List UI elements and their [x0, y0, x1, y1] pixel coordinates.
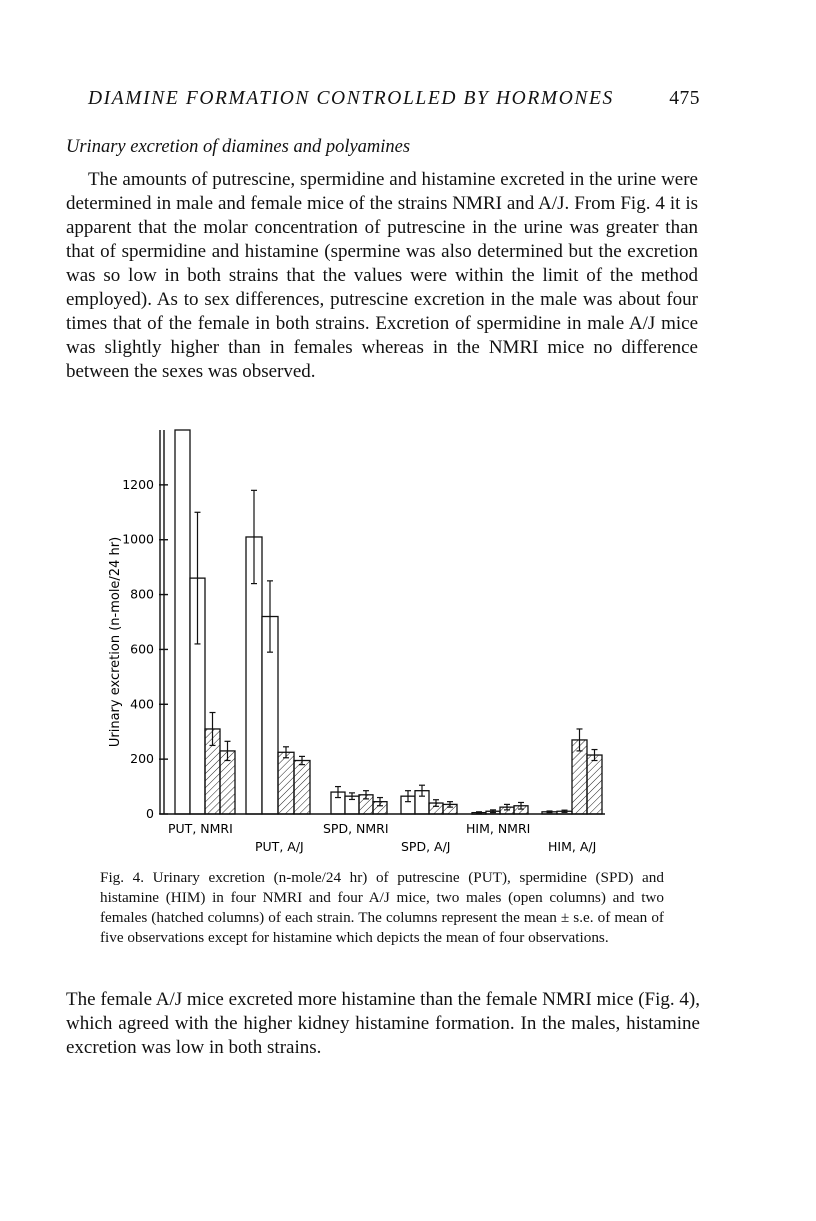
y-axis-label: Urinary excretion (n-mole/24 hr) — [108, 536, 123, 748]
y-tick-label: 200 — [130, 751, 154, 767]
figure-4-chart — [0, 420, 816, 860]
bar — [175, 430, 190, 814]
group-label: HIM, A/J — [548, 839, 597, 854]
bar — [294, 761, 310, 814]
paragraph-1: The amounts of putrescine, spermidine and histamine excreted in the urine were determined in male and female mice of the strains NMRI and A/J. From Fig. 4 it is apparent that the molar concentration of putrescine in the urine was greater than that of spermidine and histamine (spermine was also determined but the excretion was so low in both strains that the values were within the limit of the method employed). As to sex differences, putrescine excretion in the male was about four times that of the female in both strains. Excretion of spermidine in male A/J mice was slightly higher than in females whereas in the NMRI mice no difference between the sexes was observed. — [66, 169, 698, 382]
running-head — [88, 88, 700, 118]
y-tick-label: 0 — [146, 806, 154, 821]
y-tick-label: 600 — [130, 641, 154, 657]
y-tick-label: 1000 — [122, 531, 154, 547]
section-title: Urinary excretion of diamines and polyamines — [66, 137, 411, 157]
paragraph-2: The female A/J mice excreted more histamine than the female NMRI mice (Fig. 4), which agreed with the higher kidney histamine formation. In the males, histamine excretion was low in both strains. — [66, 989, 700, 1058]
bar — [278, 752, 294, 814]
group-label: SPD, NMRI — [323, 821, 389, 836]
page-number: 475 — [669, 88, 700, 109]
y-tick-label: 400 — [130, 696, 154, 712]
group-label: HIM, NMRI — [466, 821, 531, 836]
y-tick-label: 1200 — [122, 476, 154, 492]
figure-caption: Fig. 4. Urinary excretion (n-mole/24 hr) of putrescine (PUT), spermidine (SPD) and histamine (HIM) in four NMRI and four A/J mice, two males (open columns) and two females (hatched columns) of each strain. The columns represent the mean ± s.e. of mean of five observations except for histamine which depicts the mean of four observations. — [100, 869, 664, 946]
group-label: PUT, NMRI — [168, 821, 233, 836]
group-label: PUT, A/J — [255, 839, 304, 854]
bar — [587, 755, 602, 814]
group-label: SPD, A/J — [401, 839, 451, 854]
running-title: DIAMINE FORMATION CONTROLLED BY HORMONES — [88, 88, 614, 109]
y-tick-label: 800 — [130, 586, 154, 602]
bar-chart-svg — [0, 420, 816, 860]
